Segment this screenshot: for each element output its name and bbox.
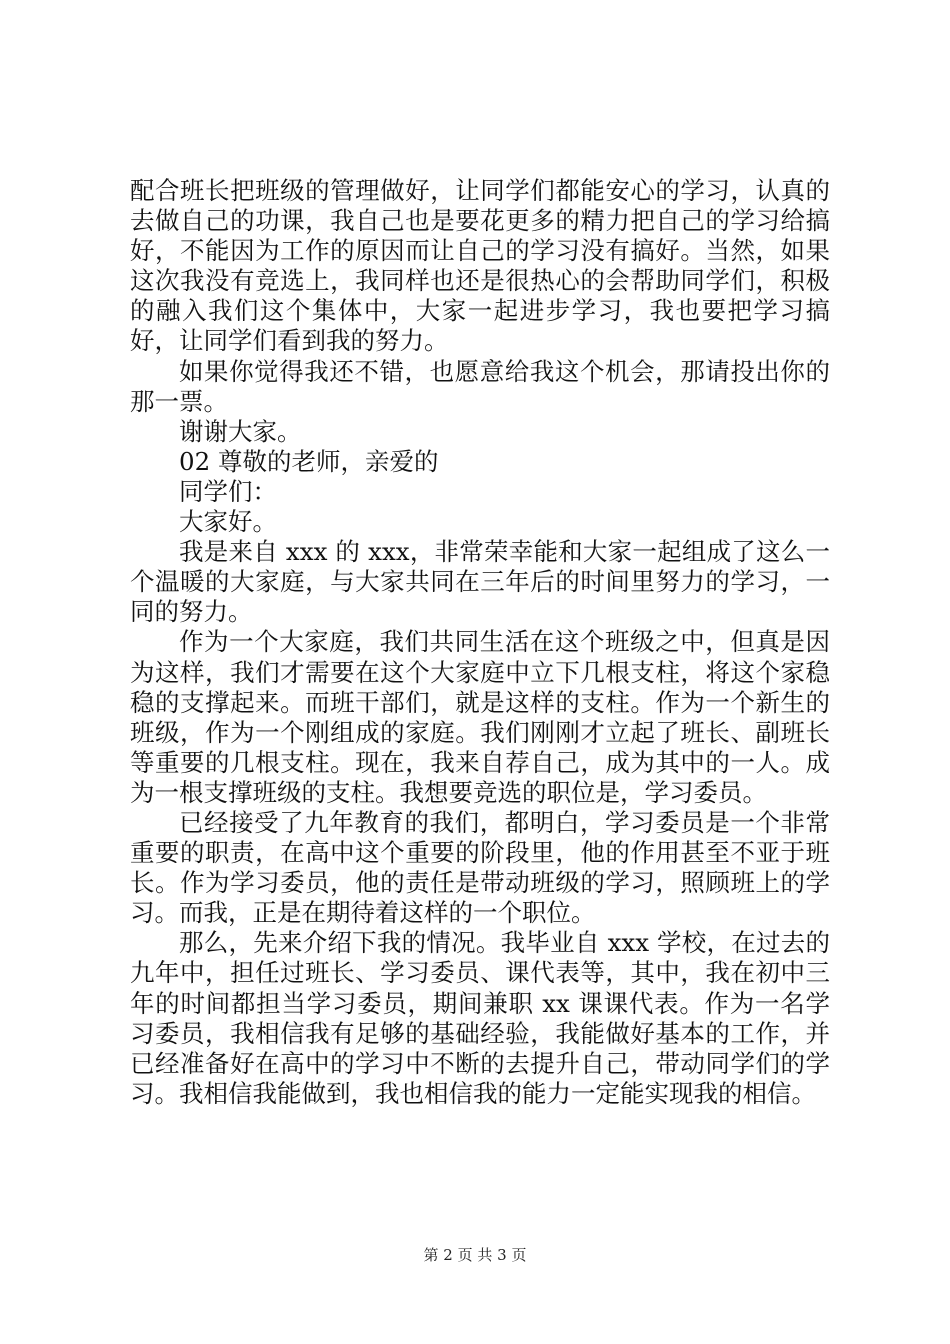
- paragraph-7: 我是来自 xxx 的 xxx，非常荣幸能和大家一起组成了这么一个温暖的大家庭，与大家共同在三年后的时间里努力的学习，一同的努力。: [130, 537, 830, 627]
- paragraph-6: 大家好。: [179, 507, 277, 537]
- document-body: [130, 176, 830, 1109]
- section-heading: 02 尊敬的老师，亲爱的: [179, 446, 439, 476]
- paragraph-3: 谢谢大家。: [179, 416, 302, 446]
- paragraph-5: 同学们：: [179, 476, 277, 506]
- paragraph-8: 作为一个大家庭，我们共同生活在这个班级之中，但真是因为这样，我们才需要在这个大家庭中立下几根支柱，将这个家稳稳的支撑起来。而班干部们，就是这样的支柱。作为一个新生的班级，作为一个刚组成的家庭。我们刚刚才立起了班长、副班长等重要的几根支柱。现在，我来自荐自己，成为其中的一人。成为一根支撑班级的支柱。我想要竞选的职位是，学习委员。: [130, 627, 830, 807]
- paragraph-9: 已经接受了九年教育的我们，都明白，学习委员是一个非常重要的职责，在高中这个重要的阶段里，他的作用甚至不亚于班长。作为学习委员，他的责任是带动班级的学习，照顾班上的学习。而我，正是在期待着这样的一个职位。: [130, 807, 830, 928]
- paragraph-2: 如果你觉得我还不错，也愿意给我这个机会，那请投出你的那一票。: [130, 356, 830, 416]
- paragraph-1: 配合班长把班级的管理做好，让同学们都能安心的学习，认真的去做自己的功课，我自己也是要花更多的精力把自己的学习给搞好，不能因为工作的原因而让自己的学习没有搞好。当然，如果这次我没有竞选上，我同样也还是很热心的会帮助同学们，积极的融入我们这个集体中，大家一起进步学习，我也要把学习搞好，让同学们看到我的努力。: [130, 176, 830, 356]
- page-footer: 第 2 页 共 3 页: [423, 1246, 527, 1264]
- paragraph-10: 那么，先来介绍下我的情况。我毕业自 xxx 学校，在过去的九年中，担任过班长、学习委员、课代表等，其中，我在初中三年的时间都担当学习委员，期间兼职 xx 课课代表。作为一名学习委员，我相信我有足够的基础经验，我能做好基本的工作，并已经准备好在高中的学习中不断的去提升自己，带动同学们的学习。我相信我能做到，我也相信我的能力一定能实现我的相信。: [130, 928, 830, 1108]
